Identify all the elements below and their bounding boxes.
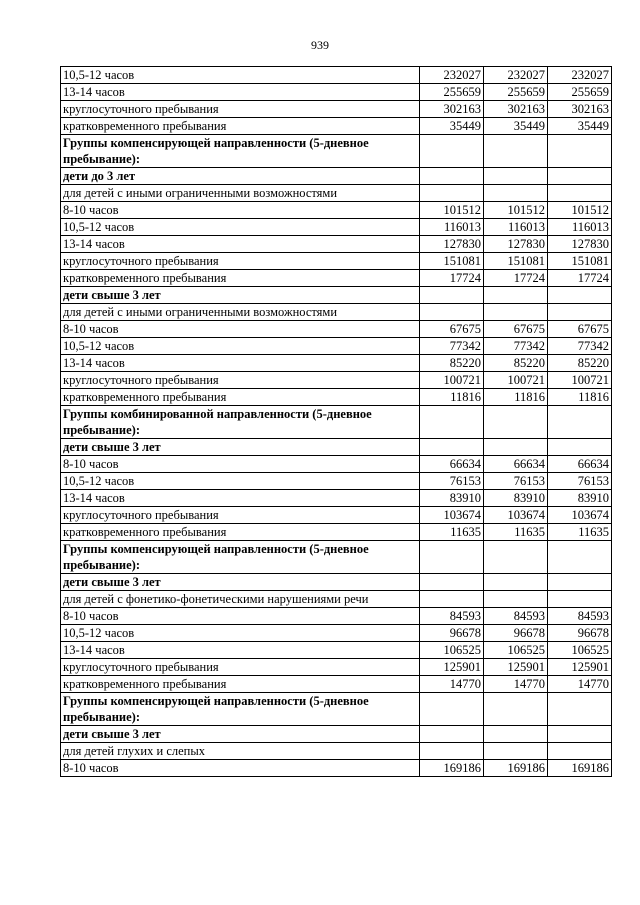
row-value-2: 67675 xyxy=(484,321,548,338)
row-value-2 xyxy=(484,693,548,726)
row-value-1 xyxy=(420,743,484,760)
row-value-2: 127830 xyxy=(484,236,548,253)
table-row xyxy=(61,760,612,777)
table-row xyxy=(61,84,612,101)
row-value-3: 96678 xyxy=(548,625,612,642)
row-value-1: 35449 xyxy=(420,118,484,135)
table-row xyxy=(61,355,612,372)
row-value-2: 100721 xyxy=(484,372,548,389)
row-value-3 xyxy=(548,693,612,726)
row-label: 10,5-12 часов xyxy=(61,625,420,642)
row-value-2 xyxy=(484,591,548,608)
row-value-3 xyxy=(548,726,612,743)
row-value-1: 77342 xyxy=(420,338,484,355)
row-value-2: 85220 xyxy=(484,355,548,372)
row-value-3 xyxy=(548,304,612,321)
row-value-3: 76153 xyxy=(548,473,612,490)
row-value-2: 103674 xyxy=(484,507,548,524)
row-label: Группы комбинированной направленности (5-дневное пребывание): xyxy=(61,406,420,439)
row-value-3: 106525 xyxy=(548,642,612,659)
table-row xyxy=(61,118,612,135)
row-label: 10,5-12 часов xyxy=(61,219,420,236)
table-row xyxy=(61,270,612,287)
table-row xyxy=(61,490,612,507)
row-value-3: 17724 xyxy=(548,270,612,287)
row-value-1: 151081 xyxy=(420,253,484,270)
row-value-3: 11816 xyxy=(548,389,612,406)
row-value-3: 101512 xyxy=(548,202,612,219)
table-row xyxy=(61,168,612,185)
row-label: Группы компенсирующей направленности (5-дневное пребывание): xyxy=(61,135,420,168)
row-value-3 xyxy=(548,574,612,591)
row-label: Группы компенсирующей направленности (5-дневное пребывание): xyxy=(61,693,420,726)
table-row xyxy=(61,304,612,321)
row-label: кратковременного пребывания xyxy=(61,524,420,541)
table-row xyxy=(61,574,612,591)
row-value-1: 116013 xyxy=(420,219,484,236)
row-label: дети свыше 3 лет xyxy=(61,287,420,304)
row-value-1 xyxy=(420,726,484,743)
row-label: 13-14 часов xyxy=(61,490,420,507)
row-value-1 xyxy=(420,693,484,726)
row-value-2 xyxy=(484,743,548,760)
row-value-2: 255659 xyxy=(484,84,548,101)
row-value-1: 14770 xyxy=(420,676,484,693)
row-label: 10,5-12 часов xyxy=(61,338,420,355)
row-value-2 xyxy=(484,135,548,168)
row-label: 8-10 часов xyxy=(61,202,420,219)
table-row xyxy=(61,743,612,760)
row-label: круглосуточного пребывания xyxy=(61,372,420,389)
row-value-1: 84593 xyxy=(420,608,484,625)
row-value-2: 11816 xyxy=(484,389,548,406)
row-value-1: 125901 xyxy=(420,659,484,676)
row-value-2 xyxy=(484,304,548,321)
row-value-1: 103674 xyxy=(420,507,484,524)
table-row xyxy=(61,726,612,743)
row-value-1: 127830 xyxy=(420,236,484,253)
row-value-2: 125901 xyxy=(484,659,548,676)
table-row xyxy=(61,693,612,726)
row-value-1: 232027 xyxy=(420,67,484,84)
row-value-3: 127830 xyxy=(548,236,612,253)
row-value-1: 255659 xyxy=(420,84,484,101)
row-label: для детей глухих и слепых xyxy=(61,743,420,760)
row-value-3 xyxy=(548,541,612,574)
table-row xyxy=(61,389,612,406)
row-value-2: 14770 xyxy=(484,676,548,693)
row-value-1 xyxy=(420,406,484,439)
row-value-1 xyxy=(420,541,484,574)
row-value-1: 302163 xyxy=(420,101,484,118)
row-value-1 xyxy=(420,135,484,168)
row-label: для детей с иными ограниченными возможностями xyxy=(61,304,420,321)
row-value-3 xyxy=(548,439,612,456)
table-row xyxy=(61,642,612,659)
row-value-1 xyxy=(420,287,484,304)
row-value-3: 125901 xyxy=(548,659,612,676)
row-value-2 xyxy=(484,541,548,574)
row-value-3 xyxy=(548,406,612,439)
row-value-3: 83910 xyxy=(548,490,612,507)
row-value-2: 77342 xyxy=(484,338,548,355)
row-value-1: 66634 xyxy=(420,456,484,473)
row-value-2: 11635 xyxy=(484,524,548,541)
row-value-2 xyxy=(484,287,548,304)
row-value-2: 151081 xyxy=(484,253,548,270)
row-value-3: 116013 xyxy=(548,219,612,236)
row-label: круглосуточного пребывания xyxy=(61,101,420,118)
row-value-2: 76153 xyxy=(484,473,548,490)
row-value-2: 232027 xyxy=(484,67,548,84)
row-value-1: 17724 xyxy=(420,270,484,287)
table-row xyxy=(61,507,612,524)
row-value-2: 106525 xyxy=(484,642,548,659)
row-value-1 xyxy=(420,574,484,591)
row-value-3 xyxy=(548,168,612,185)
row-value-3: 35449 xyxy=(548,118,612,135)
row-value-3 xyxy=(548,135,612,168)
row-label: дети свыше 3 лет xyxy=(61,726,420,743)
row-value-1 xyxy=(420,304,484,321)
table-row xyxy=(61,524,612,541)
row-value-3 xyxy=(548,743,612,760)
row-label: для детей с иными ограниченными возможностями xyxy=(61,185,420,202)
page-number: 939 xyxy=(311,38,329,52)
row-value-3 xyxy=(548,287,612,304)
row-value-1: 100721 xyxy=(420,372,484,389)
table-row xyxy=(61,67,612,84)
row-label: круглосуточного пребывания xyxy=(61,659,420,676)
row-label: Группы компенсирующей направленности (5-дневное пребывание): xyxy=(61,541,420,574)
table-row xyxy=(61,591,612,608)
row-label: для детей с фонетико-фонетическими нарушениями речи xyxy=(61,591,420,608)
row-value-1: 67675 xyxy=(420,321,484,338)
row-label: 8-10 часов xyxy=(61,760,420,777)
row-value-2: 84593 xyxy=(484,608,548,625)
row-value-1: 76153 xyxy=(420,473,484,490)
row-label: 8-10 часов xyxy=(61,608,420,625)
row-label: 8-10 часов xyxy=(61,456,420,473)
row-value-3: 14770 xyxy=(548,676,612,693)
table-row xyxy=(61,287,612,304)
row-label: 10,5-12 часов xyxy=(61,67,420,84)
row-value-3: 151081 xyxy=(548,253,612,270)
row-value-1: 11816 xyxy=(420,389,484,406)
row-value-1: 85220 xyxy=(420,355,484,372)
row-value-2: 83910 xyxy=(484,490,548,507)
row-value-3: 84593 xyxy=(548,608,612,625)
row-value-3: 11635 xyxy=(548,524,612,541)
table-row xyxy=(61,321,612,338)
row-label: кратковременного пребывания xyxy=(61,118,420,135)
row-label: дети свыше 3 лет xyxy=(61,574,420,591)
row-value-2 xyxy=(484,726,548,743)
table-row xyxy=(61,625,612,642)
row-value-2 xyxy=(484,439,548,456)
row-value-1: 96678 xyxy=(420,625,484,642)
row-value-3: 232027 xyxy=(548,67,612,84)
row-value-2: 302163 xyxy=(484,101,548,118)
row-label: круглосуточного пребывания xyxy=(61,253,420,270)
row-label: кратковременного пребывания xyxy=(61,389,420,406)
table-row xyxy=(61,608,612,625)
row-value-2: 17724 xyxy=(484,270,548,287)
row-value-2 xyxy=(484,185,548,202)
table-row xyxy=(61,338,612,355)
row-value-2: 66634 xyxy=(484,456,548,473)
table-row xyxy=(61,219,612,236)
row-value-2: 116013 xyxy=(484,219,548,236)
row-value-3: 169186 xyxy=(548,760,612,777)
row-label: дети до 3 лет xyxy=(61,168,420,185)
row-label: 13-14 часов xyxy=(61,355,420,372)
row-value-2 xyxy=(484,406,548,439)
row-value-3: 67675 xyxy=(548,321,612,338)
row-value-3: 302163 xyxy=(548,101,612,118)
table-row xyxy=(61,659,612,676)
row-value-1 xyxy=(420,168,484,185)
row-value-3: 255659 xyxy=(548,84,612,101)
row-label: 13-14 часов xyxy=(61,236,420,253)
row-value-3 xyxy=(548,185,612,202)
row-value-3: 77342 xyxy=(548,338,612,355)
row-value-2 xyxy=(484,168,548,185)
row-value-3: 66634 xyxy=(548,456,612,473)
row-label: 13-14 часов xyxy=(61,642,420,659)
table-row xyxy=(61,676,612,693)
table-row xyxy=(61,202,612,219)
row-value-1 xyxy=(420,439,484,456)
tariff-table xyxy=(60,66,612,777)
row-label: кратковременного пребывания xyxy=(61,270,420,287)
table-row xyxy=(61,185,612,202)
row-label: круглосуточного пребывания xyxy=(61,507,420,524)
table-row xyxy=(61,456,612,473)
table-row xyxy=(61,439,612,456)
row-value-3: 103674 xyxy=(548,507,612,524)
row-label: дети свыше 3 лет xyxy=(61,439,420,456)
row-value-1: 83910 xyxy=(420,490,484,507)
table-row xyxy=(61,253,612,270)
table-row xyxy=(61,135,612,168)
row-label: 13-14 часов xyxy=(61,84,420,101)
row-value-3: 100721 xyxy=(548,372,612,389)
row-value-2: 101512 xyxy=(484,202,548,219)
row-value-2: 169186 xyxy=(484,760,548,777)
row-value-2: 35449 xyxy=(484,118,548,135)
table-row xyxy=(61,236,612,253)
row-value-1: 106525 xyxy=(420,642,484,659)
table-row xyxy=(61,406,612,439)
row-value-2 xyxy=(484,574,548,591)
table-row xyxy=(61,541,612,574)
row-value-3 xyxy=(548,591,612,608)
row-value-1: 11635 xyxy=(420,524,484,541)
row-label: 8-10 часов xyxy=(61,321,420,338)
row-label: 10,5-12 часов xyxy=(61,473,420,490)
table-row xyxy=(61,372,612,389)
row-value-2: 96678 xyxy=(484,625,548,642)
row-label: кратковременного пребывания xyxy=(61,676,420,693)
table-row xyxy=(61,473,612,490)
row-value-3: 85220 xyxy=(548,355,612,372)
row-value-1 xyxy=(420,591,484,608)
row-value-1: 169186 xyxy=(420,760,484,777)
table-row xyxy=(61,101,612,118)
row-value-1: 101512 xyxy=(420,202,484,219)
row-value-1 xyxy=(420,185,484,202)
